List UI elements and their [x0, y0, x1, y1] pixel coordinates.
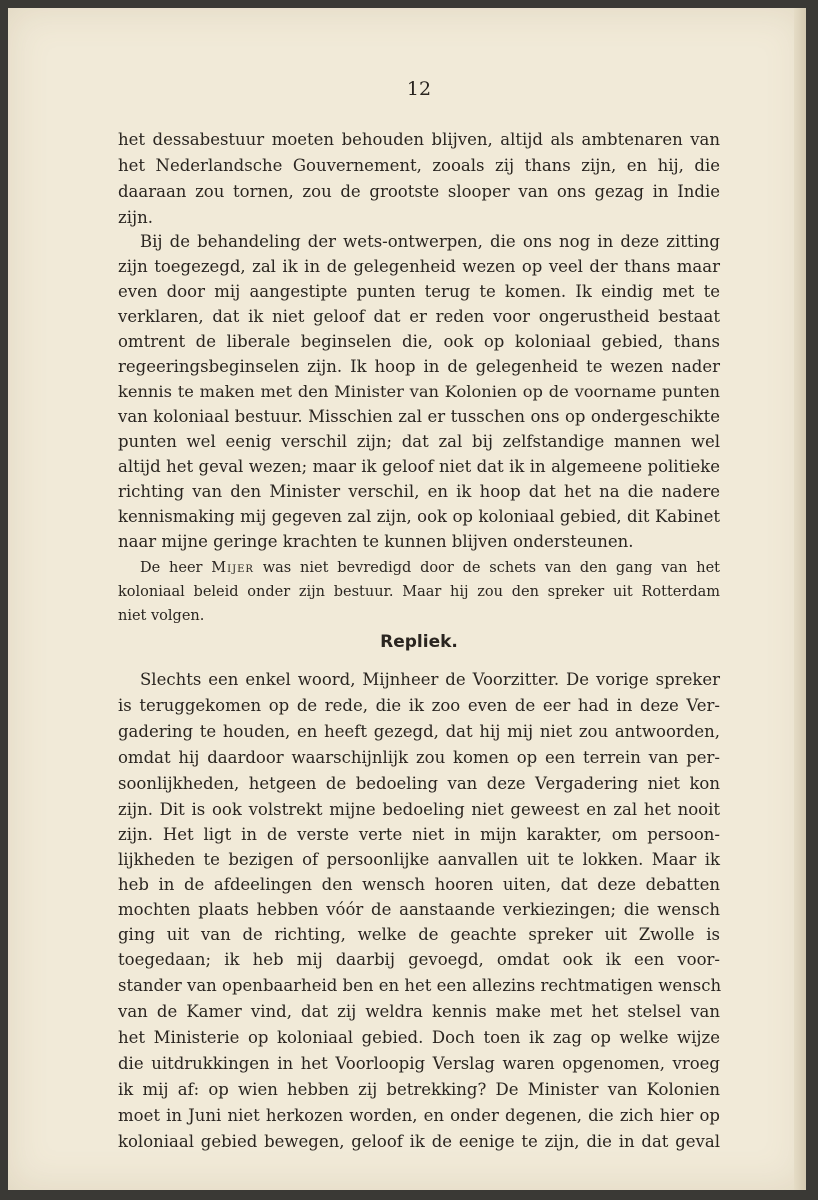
paragraph1-line-3: daaraan zou tornen, zou de grootste slooper van ons gezag in Indie — [118, 182, 720, 201]
paragraph1-line-2: het Nederlandsche Gouvernement, zooals zij thans zijn, en hij, die — [118, 156, 720, 175]
paragraph3-line-13: stander van openbaarheid ben en het een allezins rechtmatigen wensch — [118, 976, 722, 995]
paragraph3-line-9: heb in de afdeelingen den wensch hooren uiten, dat deze debatten — [118, 875, 720, 894]
paragraph3-line-17: ik mij af: op wien hebben zij betrekking? De Minister van Kolonien — [118, 1080, 720, 1099]
paragraph2-line-13: naar mijne geringe krachten te kunnen blijven ondersteunen. — [118, 532, 634, 551]
paragraph3-line-11: ging uit van de richting, welke de geachte spreker uit Zwolle is — [118, 925, 720, 944]
paragraph2-line-6: regeeringsbeginselen zijn. Ik hoop in de gelegenheid te wezen nader — [118, 357, 720, 376]
book-page — [8, 8, 806, 1190]
section-heading: Repliek. — [380, 632, 458, 652]
paragraph2-line-4: verklaren, dat ik niet geloof dat er reden voor ongerustheid bestaat — [118, 307, 720, 326]
narration-text: De heer — [140, 560, 212, 576]
narration-line-2: koloniaal beleid onder zijn bestuur. Maar hij zou den spreker uit Rotterdam — [118, 584, 720, 600]
paragraph3-line-4: omdat hij daardoor waarschijnlijk zou komen op een terrein van per- — [118, 748, 720, 767]
paragraph3-line-15: het Ministerie op koloniaal gebied. Doch toen ik zag op welke wijze — [118, 1028, 720, 1047]
paragraph3-line-18: moet in Juni niet herkozen worden, en onder degenen, die zich hier op — [118, 1106, 720, 1125]
narration-line-1 — [118, 556, 720, 580]
paragraph2-line-12: kennismaking mij gegeven zal zijn, ook op koloniaal gebied, dit Kabinet — [118, 507, 720, 526]
paragraph3-line-16: die uitdrukkingen in het Voorloopig Verslag waren opgenomen, vroeg — [118, 1054, 720, 1073]
narration-line-3: niet volgen. — [118, 608, 205, 624]
narration-text: was niet bevredigd door de schets van den gang van het — [253, 560, 720, 576]
paragraph2-line-7: kennis te maken met den Minister van Kolonien op de voorname punten — [118, 382, 720, 401]
paragraph2-line-5: omtrent de liberale beginselen die, ook op koloniaal gebied, thans — [118, 332, 720, 351]
speaker-name: Mijer — [211, 560, 254, 576]
paragraph2-line-8: van koloniaal bestuur. Misschien zal er tusschen ons op ondergeschikte — [118, 407, 720, 426]
paragraph3-line-10: mochten plaats hebben vóór de aanstaande verkiezingen; die wensch — [118, 900, 720, 919]
paragraph2-line-11: richting van den Minister verschil, en ik hoop dat het na die nadere — [118, 482, 720, 501]
paragraph2-line-10: altijd het geval wezen; maar ik geloof niet dat ik in algemeene politieke — [118, 457, 720, 476]
paragraph1-line-4: zijn. — [118, 208, 153, 227]
paragraph3-line-14: van de Kamer vind, dat zij weldra kennis make met het stelsel van — [118, 1002, 720, 1021]
paragraph3-line-8: lijkheden te bezigen of persoonlijke aanvallen uit te lokken. Maar ik — [118, 850, 720, 869]
paragraph3-line-1: Slechts een enkel woord, Mijnheer de Voorzitter. De vorige spreker — [140, 670, 720, 689]
paragraph3-line-2: is teruggekomen op de rede, die ik zoo even de eer had in deze Ver- — [118, 696, 720, 715]
page-edge — [794, 8, 806, 1190]
paragraph2-line-2: zijn toegezegd, zal ik in de gelegenheid wezen op veel der thans maar — [118, 257, 720, 276]
paragraph3-line-12: toegedaan; ik heb mij daarbij gevoegd, omdat ook ik een voor- — [118, 950, 720, 969]
paragraph3-line-6: zijn. Dit is ook volstrekt mijne bedoeling niet geweest en zal het nooit — [118, 800, 720, 819]
page-number: 12 — [406, 78, 432, 100]
paragraph2-line-9: punten wel eenig verschil zijn; dat zal bij zelfstandige mannen wel — [118, 432, 720, 451]
paragraph3-line-7: zijn. Het ligt in de verste verte niet in mijn karakter, om persoon- — [118, 825, 720, 844]
paragraph2-line-3: even door mij aangestipte punten terug te komen. Ik eindig met te — [118, 282, 720, 301]
paragraph3-line-5: soonlijkheden, hetgeen de bedoeling van deze Vergadering niet kon — [118, 774, 720, 793]
paragraph3-line-3: gadering te houden, en heeft gezegd, dat hij mij niet zou antwoorden, — [118, 722, 720, 741]
paragraph3-line-19: koloniaal gebied bewegen, geloof ik de eenige te zijn, die in dat geval — [118, 1132, 720, 1151]
paragraph2-line-1: Bij de behandeling der wets-ontwerpen, die ons nog in deze zitting — [140, 232, 720, 251]
paragraph1-line-1: het dessabestuur moeten behouden blijven, altijd als ambtenaren van — [118, 130, 720, 149]
